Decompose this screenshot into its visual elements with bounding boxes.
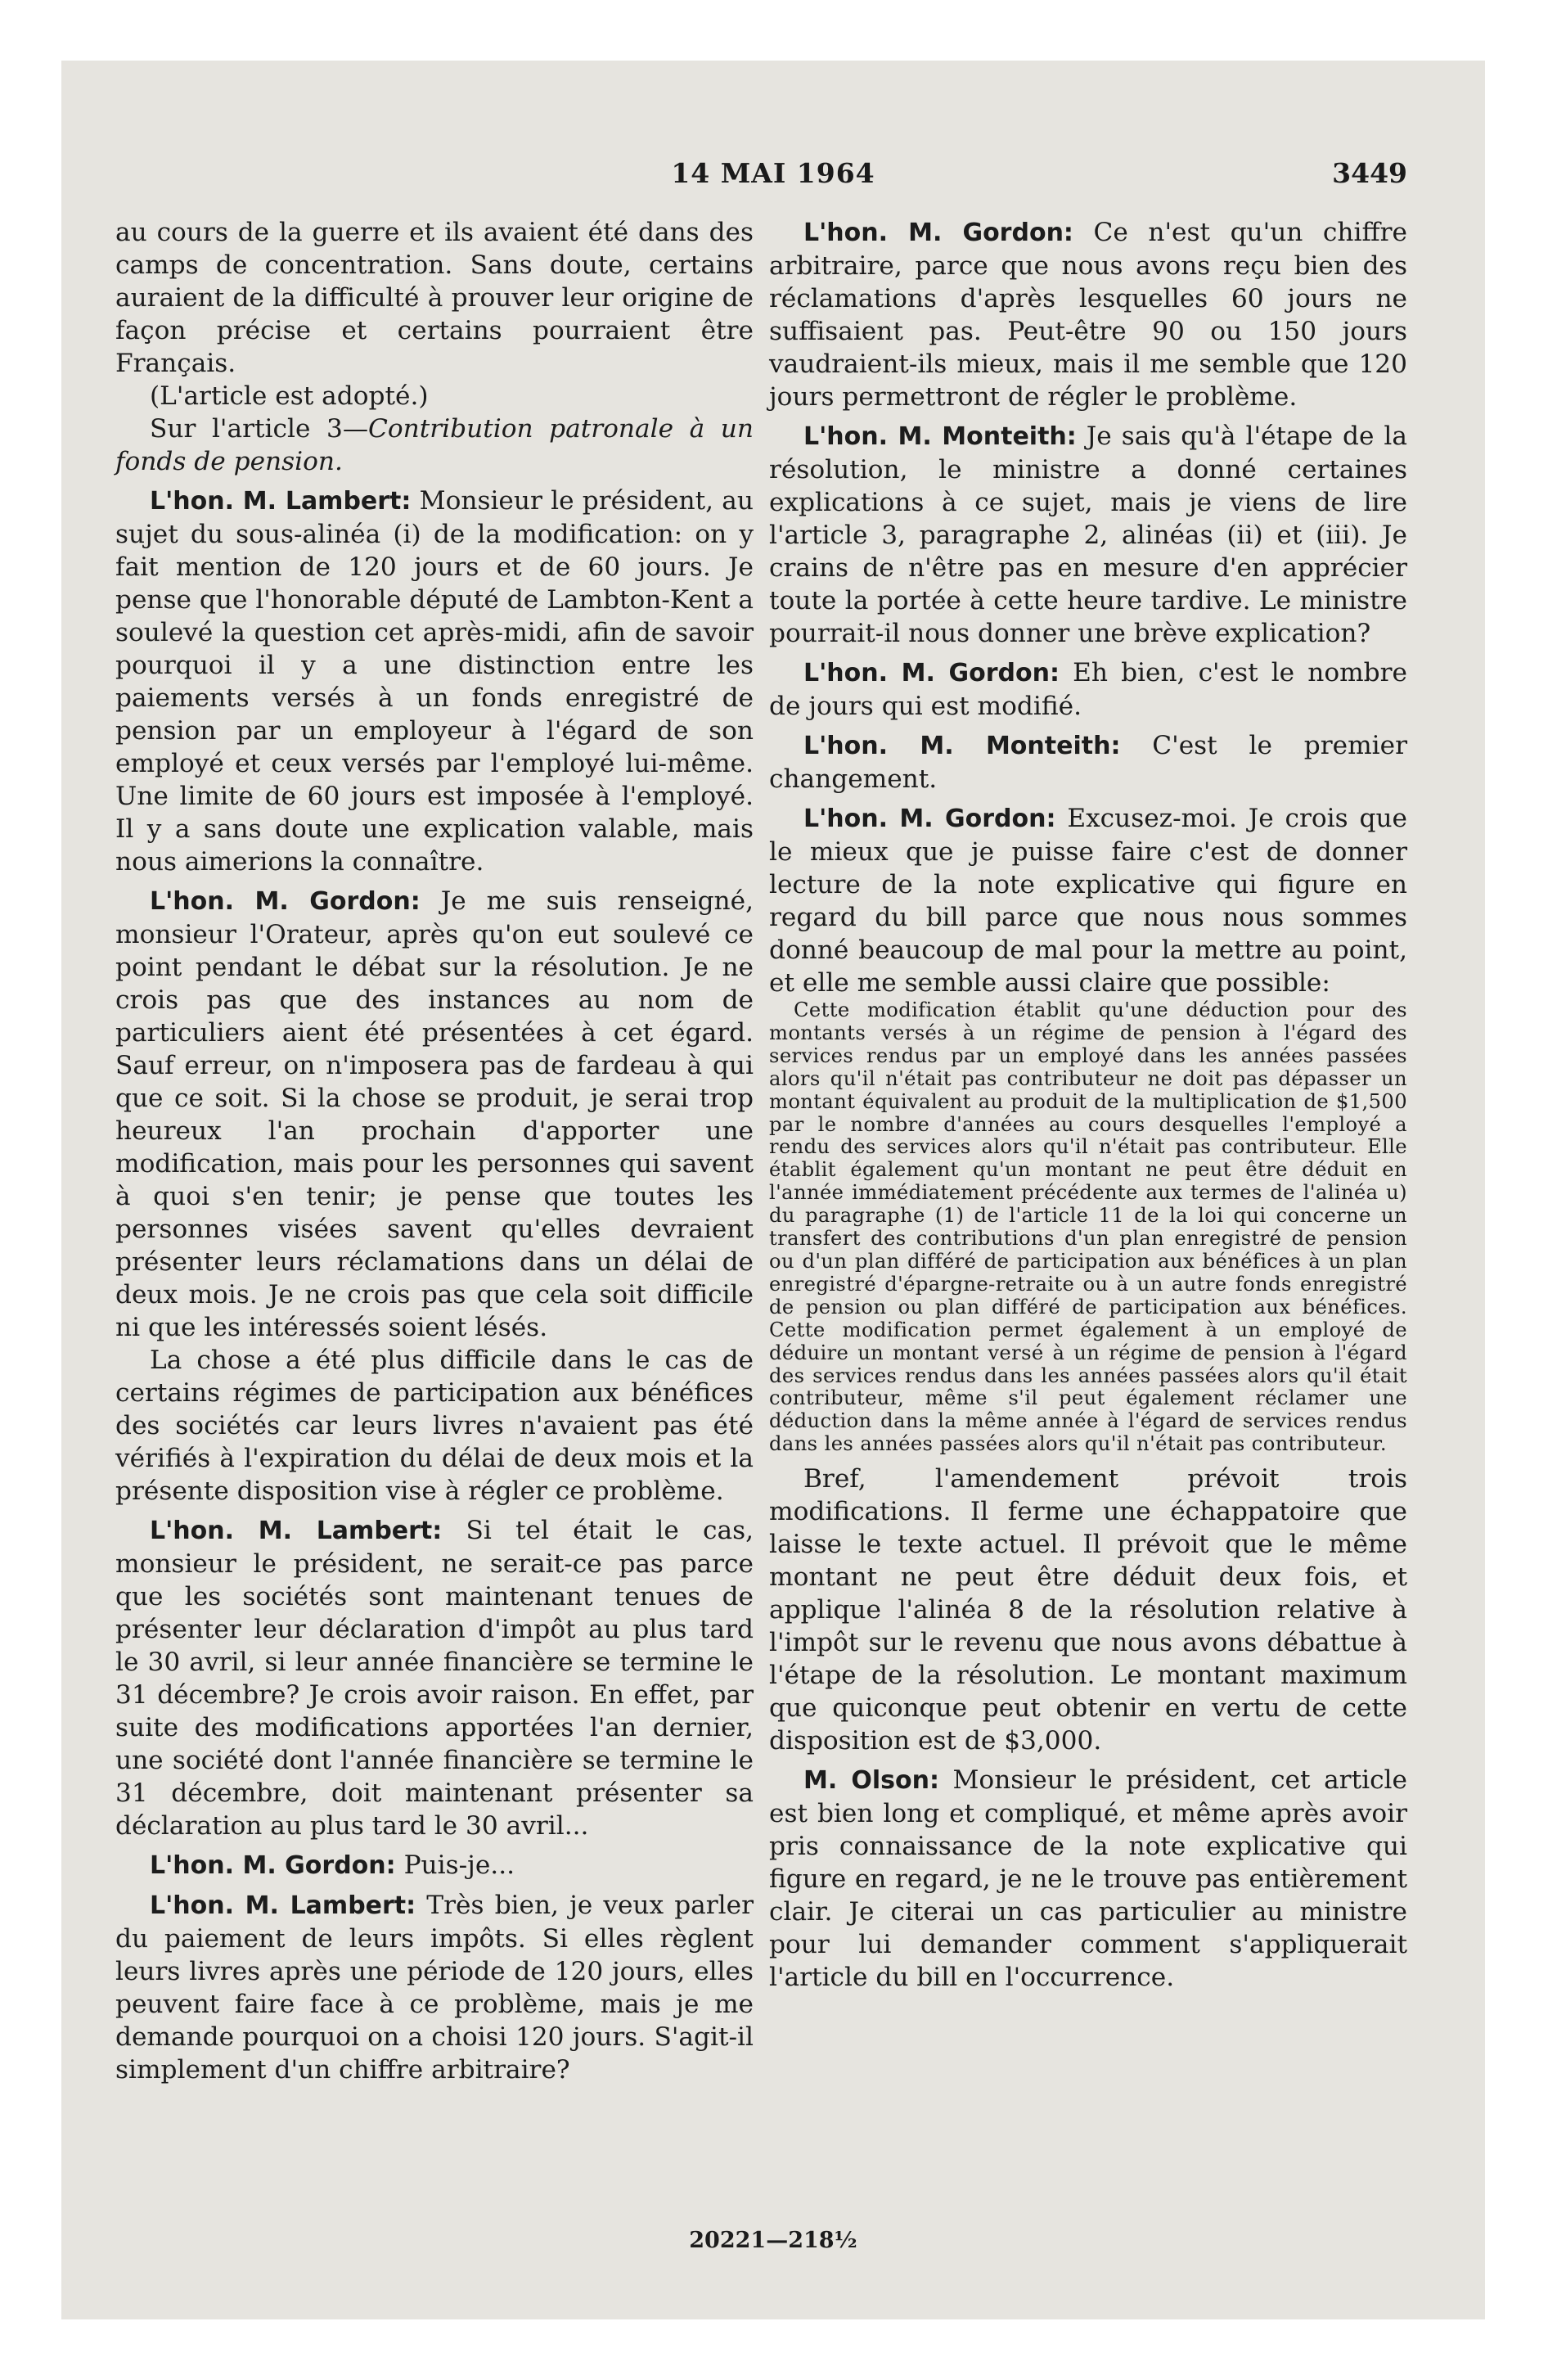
page-header [61,157,1485,198]
speech [115,885,754,1344]
speech [769,656,1407,723]
speech-text: Très bien, je veux parler du paiement de leurs impôts. Si elles règlent leurs livres après une période de 120 jours, elles peuvent faire face à ce problème, mais je me demande pourquoi on a choisi 120 jours. S'agit-il simplement d'un chiffre arbitraire? [115,1891,754,2085]
article-heading-title: Contribution patronale à un fonds de pension. [115,414,754,476]
speech [115,1849,754,1882]
speaker-name: L'hon. M. Monteith: [803,732,1121,760]
speaker-name: L'hon. M. Gordon: [803,659,1060,687]
speech-text: Monsieur le président, au sujet du sous-alinéa (i) de la modification: on y fait mention de 120 jours et de 60 jours. Je pense que l'honorable député de Lambton-Kent a soulevé la question cet après-midi, afin de savoir pourquoi il y a une distinction entre les paiements versés à un fonds enregistré de pension par un employeur à l'égard de son employé et ceux versés par l'employé lui-même. Une limite de 60 jours est imposée à l'employé. Il y a sans doute une explication valable, mais nous aimerions la connaître. [115,486,754,877]
article-heading-prefix: Sur l'article 3— [150,414,369,444]
speech-text: Monsieur le président, cet article est bien long et compliqué, et même après avoir pris connaissance de la note explicative qui figure en regard, je ne le trouve pas entièrement clair. Je citerai un cas particulier au ministre pour lui demander comment s'appliquerait l'article du bill en l'occurrence. [769,1765,1407,1993]
paragraph: La chose a été plus difficile dans le cas de certains régimes de participation aux bénéfices des sociétés car leurs livres n'avaient pas été vérifiés à l'expiration du délai de deux mois et la présente disposition vise à régler ce problème. [115,1346,754,1506]
speech-text: Je me suis renseigné, monsieur l'Orateur, après qu'on eut soulevé ce point pendant le débat sur la résolution. Je ne crois pas que des instances au nom de particuliers aient été présentées à cet égard. Sauf erreur, on n'imposera pas de fardeau à qui que ce soit. Si la chose se produit, je serai trop heureux l'an prochain d'apporter une modification, mais pour les personnes qui savent à quoi s'en tenir; je pense que toutes les personnes visées savent qu'elles devraient présenter leurs réclamations dans un délai de deux mois. Je ne crois pas que cela soit difficile ni que les intéressés soient lésés. [115,886,754,1342]
speech-text: Puis-je... [403,1850,515,1880]
scanned-page [61,61,1485,2319]
header-date: 14 MAI 1964 [671,157,875,189]
speech [769,729,1407,796]
speaker-name: L'hon. M. Gordon: [150,1851,396,1880]
speech [115,485,754,878]
speech-text: Eh bien, c'est le nombre de jours qui est modifié. [769,658,1407,721]
page-number: 3449 [1332,157,1407,189]
speech-text: Excusez-moi. Je crois que le mieux que je puisse faire c'est de donner lecture de la note explicative qui figure en regard du bill parce que nous nous sommes donné beaucoup de mal pour la mettre au point, et elle me semble aussi claire que possible: [769,804,1407,998]
speech [769,216,1407,413]
paragraph: au cours de la guerre et ils avaient été dans des camps de concentration. Sans doute, certains auraient de la difficulté à prouver leur origine de façon précise et certains pourraient être Français. [115,218,754,378]
speaker-name: L'hon. M. Lambert: [150,1517,443,1545]
paragraph: Bref, l'amendement prévoit trois modifications. Il ferme une échappatoire que laisse le texte actuel. Il prévoit que le même montant ne peut être déduit deux fois, et applique l'alinéa 8 de la résolution relative à l'impôt sur le revenu que nous avons débattue à l'étape de la résolution. Le montant maximum que quiconque peut obtenir en vertu de cette disposition est de $3,000. [769,1464,1407,1756]
article-adopted-note: (L'article est adopté.) [150,381,429,411]
speech [769,1764,1407,1994]
speech [769,802,1407,999]
article-heading [115,412,754,478]
speaker-name: M. Olson: [803,1766,939,1796]
speech-text: Je sais qu'à l'étape de la résolution, le ministre a donné certaines explications à ce sujet, mais je viens de lire l'article 3, paragraphe 2, alinéas (ii) et (iii). Je crains de n'être pas en mesure d'en apprécier toute la portée à cette heure tardive. Le ministre pourrait-il nous donner une brève explication? [769,421,1407,648]
speaker-name: L'hon. M. Gordon: [803,805,1056,833]
printer-signature: 20221—218½ [689,2228,857,2253]
speaker-name: L'hon. M. Gordon: [150,887,421,916]
speech [115,1514,754,1842]
speech-text: Si tel était le cas, monsieur le président, ne serait-ce pas parce que les sociétés sont maintenant tenues de présenter leur déclaration d'impôt au plus tard le 30 avril, si leur année financière se termine le 31 décembre? Je crois avoir raison. En effet, par suite des modifications apportées l'an dernier, une société dont l'année financière se termine le 31 décembre, doit maintenant présenter sa déclaration au plus tard le 30 avril... [115,1516,754,1841]
speaker-name: L'hon. M. Lambert: [150,487,412,516]
speaker-name: L'hon. M. Monteith: [803,422,1077,451]
right-column [769,216,1407,1994]
speech-text: C'est le premier changement. [769,731,1407,794]
speaker-name: L'hon. M. Gordon: [803,219,1073,247]
speech [115,1889,754,2086]
left-column [115,216,754,2086]
speaker-name: L'hon. M. Lambert: [150,1891,416,1920]
speech [769,420,1407,650]
explanatory-note-quote: Cette modification établit qu'une déduction pour des montants versés à un régime de pension à l'égard des services rendus par un employé dans les années passées alors qu'il n'était pas contributeur ne doit pas dépasser un montant équivalent au produit de la multiplication de $1,500 par le nombre d'années au cours desquelles l'employé a rendu des services alors qu'il n'était pas contributeur. Elle établit également qu'un montant ne peut être déduit en l'année immédiatement précédente aux termes de l'alinéa u) du paragraphe (1) de l'article 11 de la loi qui concerne un transfert des contributions d'un plan enregistré de pension ou d'un plan différé de participation aux bénéfices à un plan enregistré d'épargne-retraite ou à un autre fonds enregistré de pension ou plan différé de participation aux bénéfices. Cette modification permet également à un employé de déduire un montant versé à un régime de pension à l'égard des services rendus dans les années passées alors qu'il était contributeur, même s'il peut également réclamer une déduction dans la même année à l'égard de services rendus dans les années passées alors qu'il n'était pas contributeur. [769,998,1407,1456]
speech-text: Ce n'est qu'un chiffre arbitraire, parce que nous avons reçu bien des réclamations d'après lesquelles 60 jours ne suffisaient pas. Peut-être 90 ou 150 jours vaudraient-ils mieux, mais il me semble que 120 jours permettront de régler le problème. [769,218,1407,412]
